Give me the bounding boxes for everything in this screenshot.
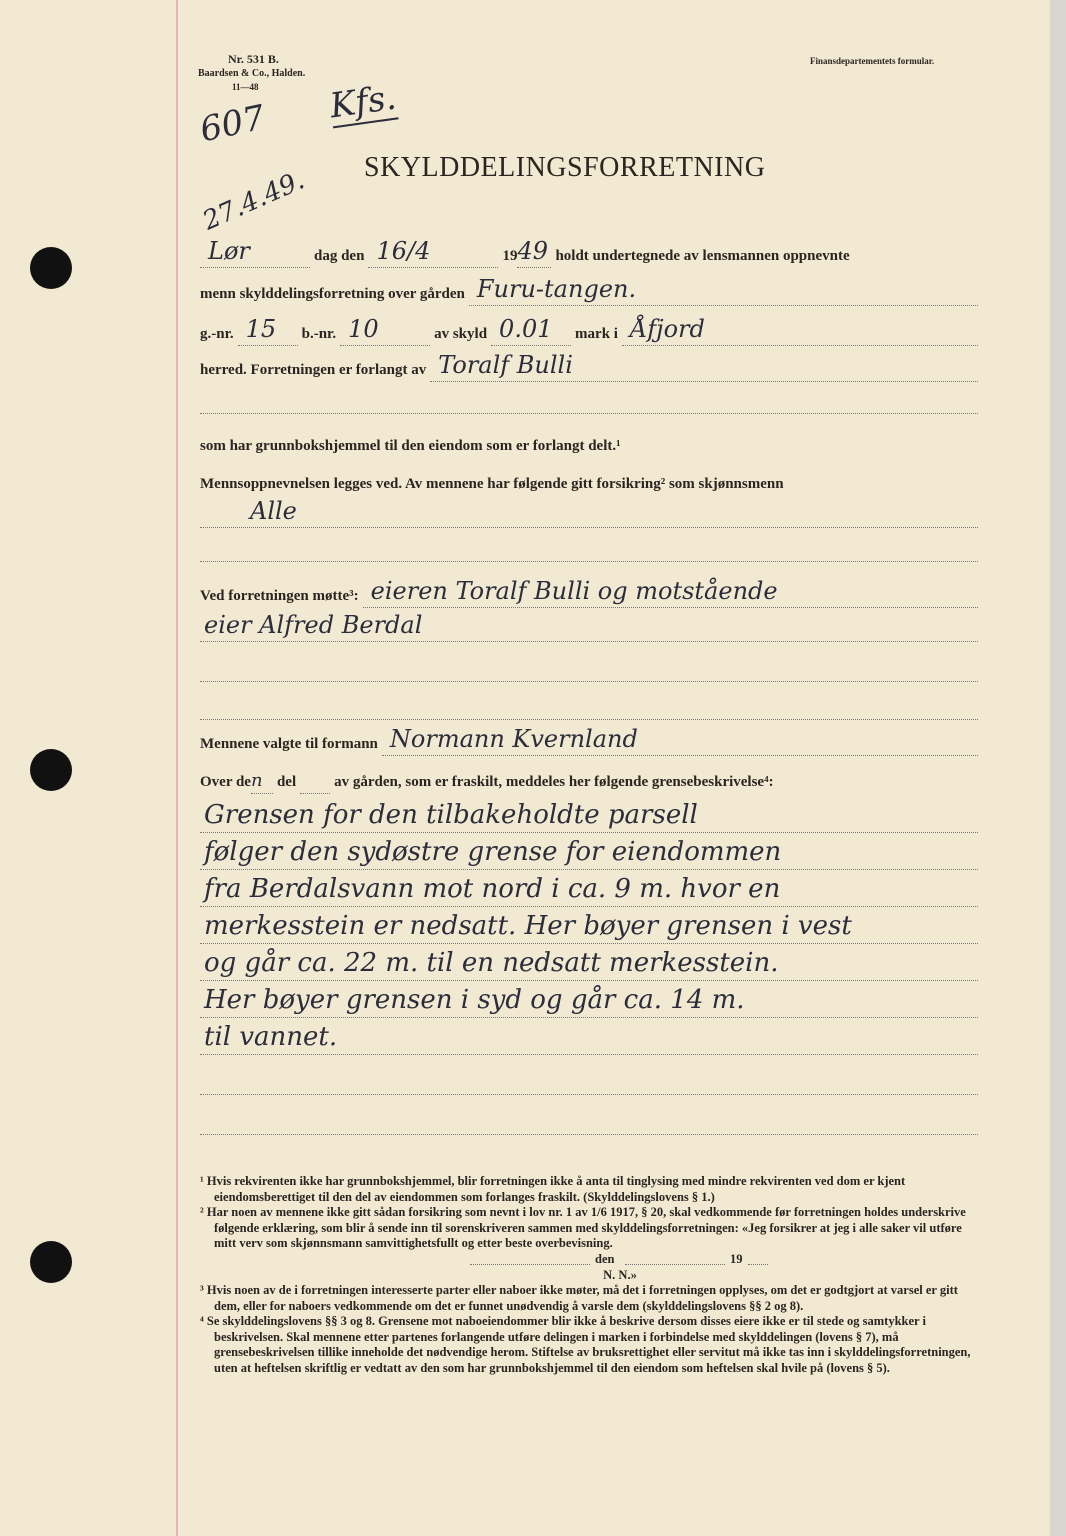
boundary-text: fra Berdalsvann mot nord i ca. 9 m. hvor en — [204, 874, 781, 904]
boundary-line — [200, 907, 978, 944]
label: av skyld — [434, 326, 488, 342]
form-line-text — [200, 466, 978, 496]
scan-edge — [1050, 0, 1066, 1536]
footnote-2-signature — [200, 1252, 980, 1268]
municipality-field: Åfjord — [629, 315, 705, 343]
boundary-text: og går ca. 22 m. til en nedsatt merkesstein. — [204, 948, 779, 978]
footnote-den: den — [595, 1251, 615, 1266]
form-line-date — [200, 238, 978, 268]
form-line-present — [200, 578, 978, 608]
label: holdt undertegnede av lensmannen oppnevnte — [555, 248, 850, 264]
form-line-farm — [200, 276, 978, 306]
form-number: Nr. 531 B. — [228, 52, 279, 66]
label: herred. Forretningen er forlangt av — [200, 362, 427, 378]
handwritten-initials: Kfs. — [327, 77, 399, 127]
footnote-2: ² Har noen av mennene ikke gitt sådan forsikring som nevnt i lov nr. 1 av 1/6 1917, § 20, skal vedkommende før forretningen holdes underskrive følgende erklæring, som blir å sende inn til sorenskriveren sammen med skylddelingsforretningen: «Jeg forsikrer at jeg i alle saker vil utføre mitt verv som skjønnsmann samvittighetsfullt og etter beste overbevisning. — [200, 1205, 966, 1250]
label: som har grunnbokshjemmel til den eiendom som er forlangt delt.¹ — [200, 438, 621, 454]
handwritten-date: 27.4.49. — [198, 165, 309, 237]
bnr-field: 10 — [348, 315, 379, 343]
print-date: 11—48 — [232, 82, 259, 92]
footnote-3: ³ Hvis noen av de i forretningen interesserte parter eller naboer ikke møter, må det i forretningen opplyses, om det er godtgjort at varsel er gitt dem, eller for naboers vedkommende om det er funnet unødvendig å varsle dem (skylddelingslovens §§ 2 og 8). — [200, 1283, 958, 1313]
boundary-line — [200, 981, 978, 1018]
requester-field: Toralf Bulli — [438, 351, 573, 379]
label: 19 — [502, 248, 518, 264]
label: mark i — [575, 326, 618, 342]
year-field: 49 — [517, 237, 548, 265]
form-line-requester — [200, 352, 978, 382]
label: Ved forretningen møtte³: — [200, 588, 359, 604]
label: g.-nr. — [200, 326, 234, 342]
footnote-1: ¹ Hvis rekvirenten ikke har grunnbokshjemmel, blir forretningen ikke å anta til tinglysing med mindre rekvirenten ved dom er kjent eiendomsberettiget til den del av eiendommen som forlanges fraskilt. (Skylddelingslovens § 1.) — [200, 1174, 906, 1204]
punch-hole — [30, 247, 72, 289]
day-field: Lør — [208, 237, 250, 265]
form-line-blank — [200, 690, 978, 720]
punch-hole — [30, 1241, 72, 1283]
form-line-text — [200, 428, 978, 458]
farm-field: Furu-tangen. — [476, 275, 637, 303]
form-line-present-cont — [200, 612, 978, 642]
boundary-text: Her bøyer grensen i syd og går ca. 14 m. — [204, 985, 745, 1015]
label: av gården, som er fraskilt, meddeles her følgende grensebeskrivelse⁴: — [334, 774, 774, 790]
de-field: n — [250, 770, 263, 791]
label: Over de — [200, 774, 251, 790]
footnotes — [200, 1174, 980, 1376]
form-line-appraisers — [200, 498, 978, 528]
boundary-text: til vannet. — [204, 1022, 338, 1052]
label: menn skylddelingsforretning over gården — [200, 286, 465, 302]
handwritten-number: 607 — [196, 97, 269, 151]
department-label: Finansdepartementets formular. — [810, 56, 935, 66]
boundary-text: Grensen for den tilbakeholdte parsell — [204, 800, 698, 830]
form-line-gnr — [200, 316, 978, 346]
label: b.-nr. — [301, 326, 337, 342]
form-line-boundary-intro — [200, 764, 978, 794]
label: Mennsoppnevnelsen legges ved. Av mennene har følgende gitt forsikring² som skjønnsmenn — [200, 476, 784, 492]
footnote-nn: N. N.» — [603, 1267, 637, 1282]
skyld-field: 0.01 — [499, 315, 553, 343]
margin-line — [176, 0, 178, 1536]
chairman-field: Normann Kvernland — [389, 725, 638, 753]
date-field: 16/4 — [376, 237, 431, 265]
label: del — [276, 774, 297, 790]
boundary-line — [200, 1098, 978, 1135]
document-title: SKYLDDELINGSFORRETNING — [364, 152, 766, 183]
boundary-text: merkesstein er nedsatt. Her bøyer grensen i vest — [204, 911, 852, 941]
form-line-blank — [200, 532, 978, 562]
label: dag den — [314, 248, 365, 264]
boundary-text: følger den sydøstre grense for eiendommen — [204, 837, 782, 867]
boundary-line — [200, 833, 978, 870]
boundary-line — [200, 944, 978, 981]
printer: Baardsen & Co., Halden. — [198, 68, 306, 79]
footnote-4: ⁴ Se skylddelingslovens §§ 3 og 8. Grensene mot naboeiendommer blir ikke å beskrive dersom disses eiere ikke er til stede og samtykker i beskrivelsen. Skal mennene etter partenes forlangende utføre delingen i marken i forbindelse med skylddelingen (lovens § 7), må grensebeskrivelsen tillike inneholde det nødvendige herom. Stiftelse av bruksrettighet eller servitut må ikke tas inn i skylddelingsforretningen, uten at heftelsen skriftlig er vedtatt av den som har grunnbokshjemmel til den eiendom som heftelsen skal hvile på (lovens § 5). — [200, 1314, 971, 1375]
present-field: eieren Toralf Bulli og motstående — [370, 577, 778, 605]
form-line-chairman — [200, 726, 978, 756]
boundary-line — [200, 796, 978, 833]
form-line-blank — [200, 384, 978, 414]
label: Mennene valgte til formann — [200, 736, 378, 752]
gnr-field: 15 — [245, 315, 277, 343]
boundary-line — [200, 1018, 978, 1055]
present-field-cont: eier Alfred Berdal — [204, 611, 423, 639]
appraisers-field: Alle — [250, 497, 297, 525]
boundary-line — [200, 1058, 978, 1095]
punch-hole — [30, 749, 72, 791]
boundary-line — [200, 870, 978, 907]
footnote-19: 19 — [730, 1251, 743, 1266]
form-line-blank — [200, 652, 978, 682]
